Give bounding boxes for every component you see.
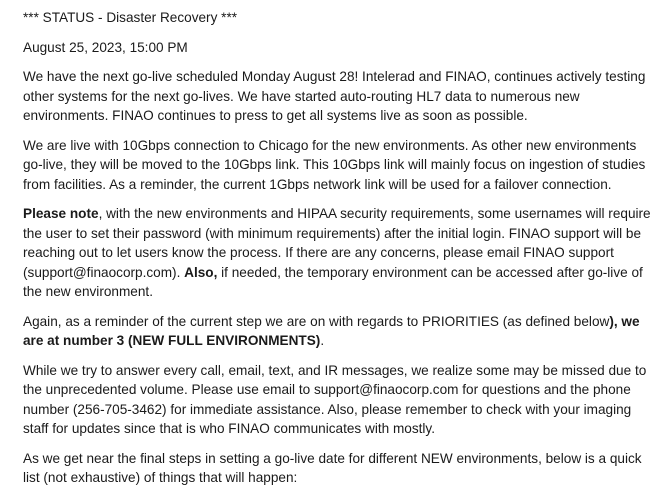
please-note-label: Please note — [23, 206, 99, 221]
paragraph-priorities — [23, 312, 651, 351]
paragraph-next-steps: As we get near the final steps in setting a go-live date for different NEW environments, below is a quick list (not exhaustive) of things that will happen: — [23, 450, 642, 485]
paragraph-network-link: We are live with 10Gbps connection to Chicago for the new environments. As other new environments go-live, they will be moved to the 10Gbps link. This 10Gbps link will mainly focus on ingestion of studies from facilities. As a reminder, the current 1Gbps network link will be used for a failover connection. — [23, 137, 646, 192]
status-header: *** STATUS - Disaster Recovery *** — [23, 10, 238, 25]
temporary-environment-text: if needed, the temporary environment can be accessed after go-live of the new environment. — [23, 264, 643, 299]
also-label: Also, — [184, 264, 218, 280]
paragraph-contact-info: While we try to answer every call, email, text, and IR messages, we realize some may be missed due to the unprecedented volume. Please use email to support@finaocorp.com for questions and the phone number (256-705-3462) for immediate assistance. Also, please remember to check with your imaging staff for updates since that is who FINAO communicates with mostly. — [23, 362, 647, 436]
priorities-period: . — [320, 333, 325, 348]
current-step-emphasis: ), we are at number 3 (NEW FULL ENVIRONMENTS) — [23, 313, 640, 348]
paragraph-password-note — [23, 204, 651, 302]
paragraph-go-live-schedule: We have the next go-live scheduled Monday August 28! Intelerad and FINAO, continues actively testing other systems for the next go-lives. We have started auto-routing HL7 data to numerous new environments. FINAO continues to press to get all systems live as soon as possible. — [23, 69, 646, 123]
password-note-text: , with the new environments and HIPAA security requirements, some usernames will require the user to set their password (with minimum requirements) after the initial login. FINAO support will be reaching out to let users know the process. If there are any concerns, please email FINAO support (support@finaocorp.com). — [23, 206, 651, 280]
priorities-text: Again, as a reminder of the current step we are on with regards to PRIORITIES (as defined below — [23, 313, 610, 329]
status-date: August 25, 2023, 15:00 PM — [23, 39, 188, 55]
